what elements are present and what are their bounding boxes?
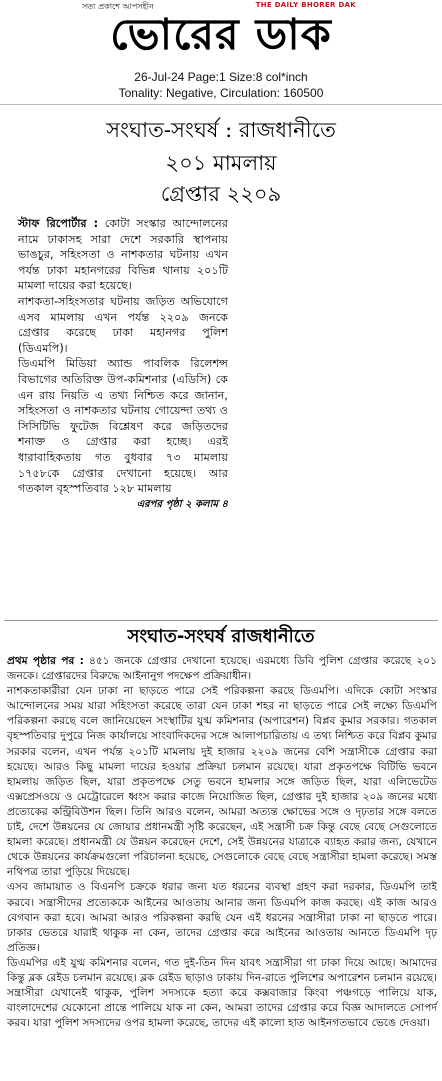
- divider: [0, 104, 442, 105]
- continued-note: এরপর পৃষ্ঠা ২ কলাম ৪: [136, 498, 228, 510]
- article1-p3: ডিএমপি মিডিয়া অ্যান্ড পাবলিক রিলেশন্স বিভাগের অতিরিক্ত উপ-কমিশনার (এডিসি) কে এন রায় নিয়তি এ তথ্য নিশ্চিত করে জানান, সহিংসতা ও নাশকতার ঘটনায় গোয়েন্দা তথ্য ও সিসিটিভি ফুটেজ বিশ্লেষণ করে জড়িতদের শনাক্ত ও গ্রেপ্তার করা হচ্ছে। এরই ধারাবাহিকতায় গত বুধবার ৭৩ মামলায় ১৭৫৮কে গ্রেপ্তার দেখানো হয়েছে। আর গতকাল বৃহস্পতিবার ১২৮ মামলায়: [18, 357, 228, 496]
- article2-p4: ডিএমপির এই যুগ্ম কমিশনার বলেন, গত দুই-তিন দিন যাবৎ সন্ত্রাসীরা গা ঢাকা দিয়ে আছে। আমাদের কিন্তু ব্লক রেইড চলমান রয়েছে। ব্লক রেইড ছাড়াও ঢাকায় দিন-রাতে পুলিশের অপারেশন চলমান রয়েছে। সন্ত্রাসীরা যেখানেই থাকুক, পুলিশ সদস্যকে হত্যা করে কক্সবাজার কিংবা পঞ্চগড়ে পালিয়ে যাক, বাংলাদেশের যেকোনো প্রান্তে পালিয়ে যাক না কেন, আমরা তাদের গ্রেপ্তার করে বিজ্ঞ আদালতে সোপর্দ করব। যারা পুলিশ সদস্যদের ওপর হামলা করেছে, তাদের এই কালো হাত আইনগতভাবে ভেঙে দেওয়া।: [7, 956, 437, 1030]
- byline: স্টাফ রিপোর্টার :: [18, 217, 99, 230]
- article2-p3: এসব জামায়াত ও বিএনপি চক্রকে ধরার জন্য যত ধরনের ব্যবস্থা গ্রহণ করা দরকার, ডিএমপি তাই করবে। সন্ত্রাসীদের প্রত্যেককে আইনের আওতায় আনার জন্য ডিএমপি কাজ করছে। এই কাজ আরও বেগবান করা হবে। আমরা আরও পরিকল্পনা করছি যেন এই ধরনের সন্ত্রাসীরা ঢাকা না ছাড়তে পারে। ঢাকার ভেতরে যারাই থাকুক না কেন, তাদের গ্রেপ্তার করে আইনের আওতায় আনতে ডিএমপি দৃঢ় প্রতিজ্ঞ।: [7, 881, 437, 954]
- article1-headline-top: সংঘাত-সংঘর্ষ : রাজধানীতে: [106, 118, 336, 142]
- masthead-tagline: সত্য প্রকাশে আপসহীন: [82, 2, 154, 11]
- article1-body: [18, 216, 228, 512]
- article2-p2: নাশকতাকারীরা যেন ঢাকা না ছাড়তে পারে সেই পরিকল্পনা করছে ডিএমপি। এদিকে কোটা সংস্কার আন্দোলনের সময় যারা সহিংসতা করেছে তারা যেন ঢাকা শহর না ছাড়তে পারে সেই লক্ষ্যে ডিএমপি পরিকল্পনা করছে বলে জানিয়েছেন সংস্থাটির যুগ্ম কমিশনার (অপারেশন) বিপ্লব কুমার সরকার। গতকাল বৃহস্পতিবার দুপুরে নিজ কার্যালয়ে সাংবাদিকদের সঙ্গে আলাপচারিতায় এ তথ্য নিশ্চিত করে বিপ্লব কুমার সরকার বলেন, এখন পর্যন্ত ২০১টি মামলায় দুই হাজার ২২০৯ জনের বেশি সন্ত্রাসীকে গ্রেপ্তার করা হয়েছে। আরও কিছু মামলা দায়ের হওয়ার প্রক্রিয়া চলমান রয়েছে। যারা প্রকৃতপক্ষে বিটিভি ভবনে হামলায় জড়িত ছিল, যারা প্রকৃতপক্ষে সেতু ভবনে হামলার সঙ্গে জড়িত ছিল, যারা এলিভেটেড এক্সপ্রেসওয়ে ও মেট্রোরেলে ধ্বংস করার কাজে নিয়োজিত ছিল, গ্রেপ্তার দুই হাজার ২০৯ জনের মধ্যে প্রত্যেকের কন্ট্রিবিউশন ছিল। তিনি আরও বলেন, আমরা অত্যন্ত ক্ষোভের সঙ্গে ও দৃঢ়তার সঙ্গে বলতে চাই, দেশে উন্নয়নের যে জোয়ার প্রধানমন্ত্রী সৃষ্টি করেছেন, এই সন্ত্রাসী চক্র কিন্তু বেছে বেছে সেগুলোতে হামলা করেছে। প্রধানমন্ত্রী যে উন্নয়ন করেছেন দেশে, সেই উন্নয়নের যাত্রাকে ব্যাহত করার জন্য, যেখানে থেকে উন্নয়নের কার্যক্রমগুলো পরিচালনা হয়েছে, সেগুলোকে বেছে বেছে সন্ত্রাসীরা হামলা করেছে। সমস্ত নথিপত্র তারা পুড়িয়ে দিয়েছে।: [7, 685, 437, 879]
- masthead-brand-english: THE DAILY BHORER DAK: [255, 1, 356, 9]
- article2-headline: সংঘাত-সংঘর্ষ রাজধানীতে: [127, 626, 315, 647]
- article1-paragraph: [18, 356, 228, 510]
- masthead: [0, 0, 442, 66]
- clip-meta-date-page: 26-Jul-24 Page:1 Size:8 col*inch: [134, 70, 308, 84]
- article2-p1: ৪৫১ জনকে গ্রেপ্তার দেখানো হয়েছে। এরমধ্যে ডিবি পুলিশ গ্রেপ্তার করেছে ২০১ জনকে। গ্রেপ্তারদের বিরুদ্ধে আইনানুগ পদক্ষেপ প্রক্রিয়াধীন।: [7, 655, 437, 683]
- article1-p2: নাশকতা-সহিংসতার ঘটনায় জড়িত অভিযোগে এসব মামলায় এখন পর্যন্ত ২২০৯ জনকে গ্রেপ্তার করেছে ঢাকা মহানগর পুলিশ (ডিএমপি)।: [18, 294, 228, 355]
- article1-headline-mid: ২০১ মামলায়: [165, 151, 277, 175]
- article2-lead: প্রথম পৃষ্ঠার পর :: [7, 655, 84, 667]
- article1-headline-bottom: গ্রেপ্তার ২২০৯: [160, 182, 282, 206]
- article1-paragraph: [18, 216, 228, 294]
- article2-paragraph: [7, 654, 437, 684]
- clip-meta-tonality: Tonality: Negative, Circulation: 160500: [118, 86, 324, 100]
- article2-body: [7, 654, 437, 1031]
- section-divider: [4, 620, 438, 621]
- article1-p1: কোটা সংস্কার আন্দোলনের নামে ঢাকাসহ সারা দেশে সরকারি স্থাপনায় ভাঙচুর, সহিংসতা ও নাশকতার ঘটনায় এখন পর্যন্ত ঢাকা মহানগরের বিভিন্ন থানায় ২০১টি মামলা দায়ের করা হয়েছে।: [18, 217, 228, 293]
- masthead-logo: ভোরের ডাক: [110, 10, 332, 60]
